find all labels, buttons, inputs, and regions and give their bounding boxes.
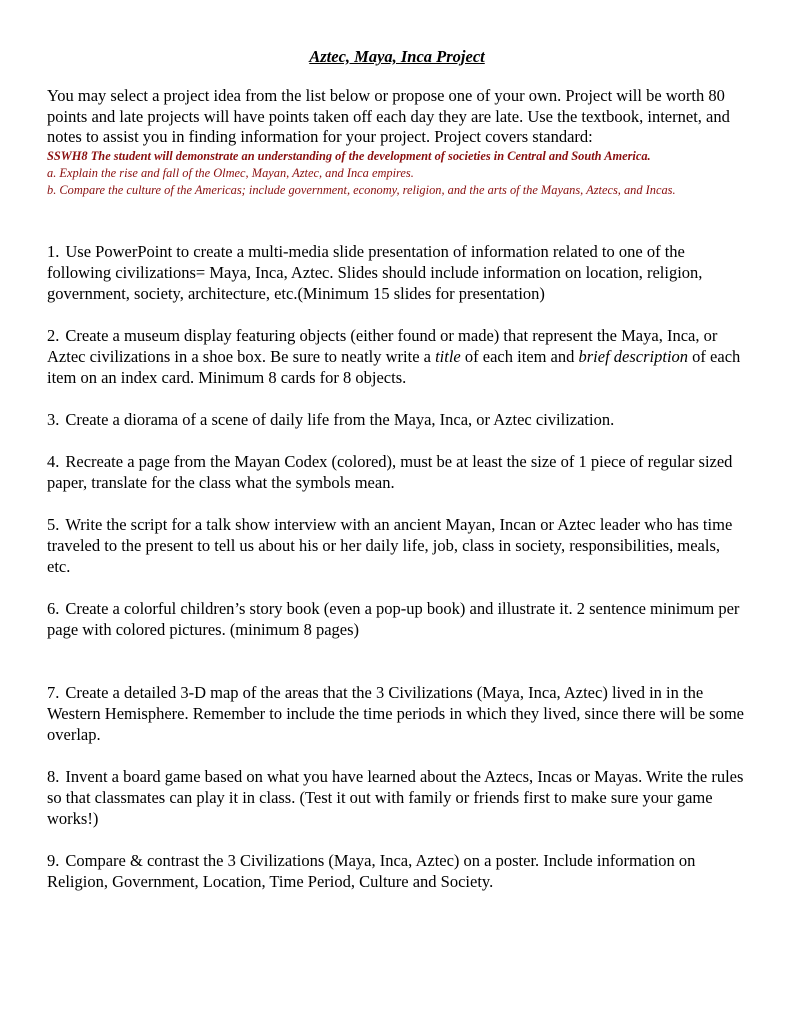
project-option-5 (47, 514, 747, 577)
option-number: 1. (47, 241, 60, 261)
project-option-9 (47, 850, 747, 892)
option-text-italic-brief-description: brief description (578, 346, 689, 366)
standard-statement (47, 148, 747, 165)
option-text: Use PowerPoint to create a multi-media slide presentation of information related to one of the following civilizations= Maya, Inca, Aztec. Slides should include information on location, religion, government, society, architecture, etc.(Minimum 15 slides for presentation) (47, 241, 703, 303)
document-page (47, 47, 747, 913)
option-number: 5. (47, 514, 60, 534)
option-number: 4. (47, 451, 60, 471)
option-number: 2. (47, 325, 60, 345)
option-text: Recreate a page from the Mayan Codex (colored), must be at least the size of 1 piece of regular sized paper, translate for the class what the symbols mean. (47, 451, 733, 492)
option-text: Create a colorful children’s story book (even a pop-up book) and illustrate it. 2 sentence minimum per page with colored pictures. (minimum 8 pages) (47, 598, 740, 639)
option-text: Write the script for a talk show interview with an ancient Mayan, Incan or Aztec leader who has time traveled to the present to tell us about his or her daily life, job, class in society, responsibilities, meals, etc. (47, 514, 733, 576)
project-option-3 (47, 409, 747, 430)
option-text: Create a detailed 3-D map of the areas that the 3 Civilizations (Maya, Inca, Aztec) lived in in the Western Hemisphere. Remember to include the time periods in which they lived, since there will be some overlap. (47, 682, 744, 744)
project-option-6 (47, 598, 747, 640)
project-option-8 (47, 766, 747, 829)
project-option-2 (47, 325, 747, 388)
standard-item-a: a. Explain the rise and fall of the Olmec, Mayan, Aztec, and Inca empires. (47, 165, 414, 180)
option-text-italic-title: title (435, 346, 461, 366)
option-number: 7. (47, 682, 60, 702)
intro-paragraph: You may select a project idea from the list below or propose one of your own. Project will be worth 80 points and late projects will have points taken off each day they are late. Use the textbook, internet, and notes to assist you in finding information for your project. Project covers standard: (47, 86, 730, 146)
project-option-1 (47, 241, 747, 304)
option-text: of each item on an index card. Minimum 8 cards for 8 objects. (47, 346, 741, 387)
option-text: of each item and (460, 346, 579, 366)
standard-item-b: b. Compare the culture of the Americas; include government, economy, religion, and the arts of the Mayans, Aztecs, and Incas. (47, 182, 676, 197)
option-number: 8. (47, 766, 60, 786)
option-number: 3. (47, 409, 60, 429)
option-number: 6. (47, 598, 60, 618)
option-text: Invent a board game based on what you have learned about the Aztecs, Incas or Mayas. Write the rules so that classmates can play it in class. (Test it out with family or friends first to make sure your game works!) (47, 766, 744, 828)
option-text: Compare & contrast the 3 Civilizations (Maya, Inca, Aztec) on a poster. Include information on Religion, Government, Location, Time Period, Culture and Society. (47, 850, 696, 891)
project-option-4 (47, 451, 747, 493)
option-text: Create a museum display featuring objects (either found or made) that represent the Maya, Inca, or Aztec civilizations in a shoe box. Be sure to neatly write a (47, 325, 718, 366)
page-title: Aztec, Maya, Inca Project (309, 47, 485, 66)
option-text: Create a diorama of a scene of daily life from the Maya, Inca, or Aztec civilization. (65, 409, 615, 429)
standard-code: SSWH8 The student will demonstrate an understanding of the development of societies in Central and South America. (47, 148, 651, 163)
option-number: 9. (47, 850, 60, 870)
project-options-list (47, 241, 747, 892)
project-option-7 (47, 682, 747, 745)
